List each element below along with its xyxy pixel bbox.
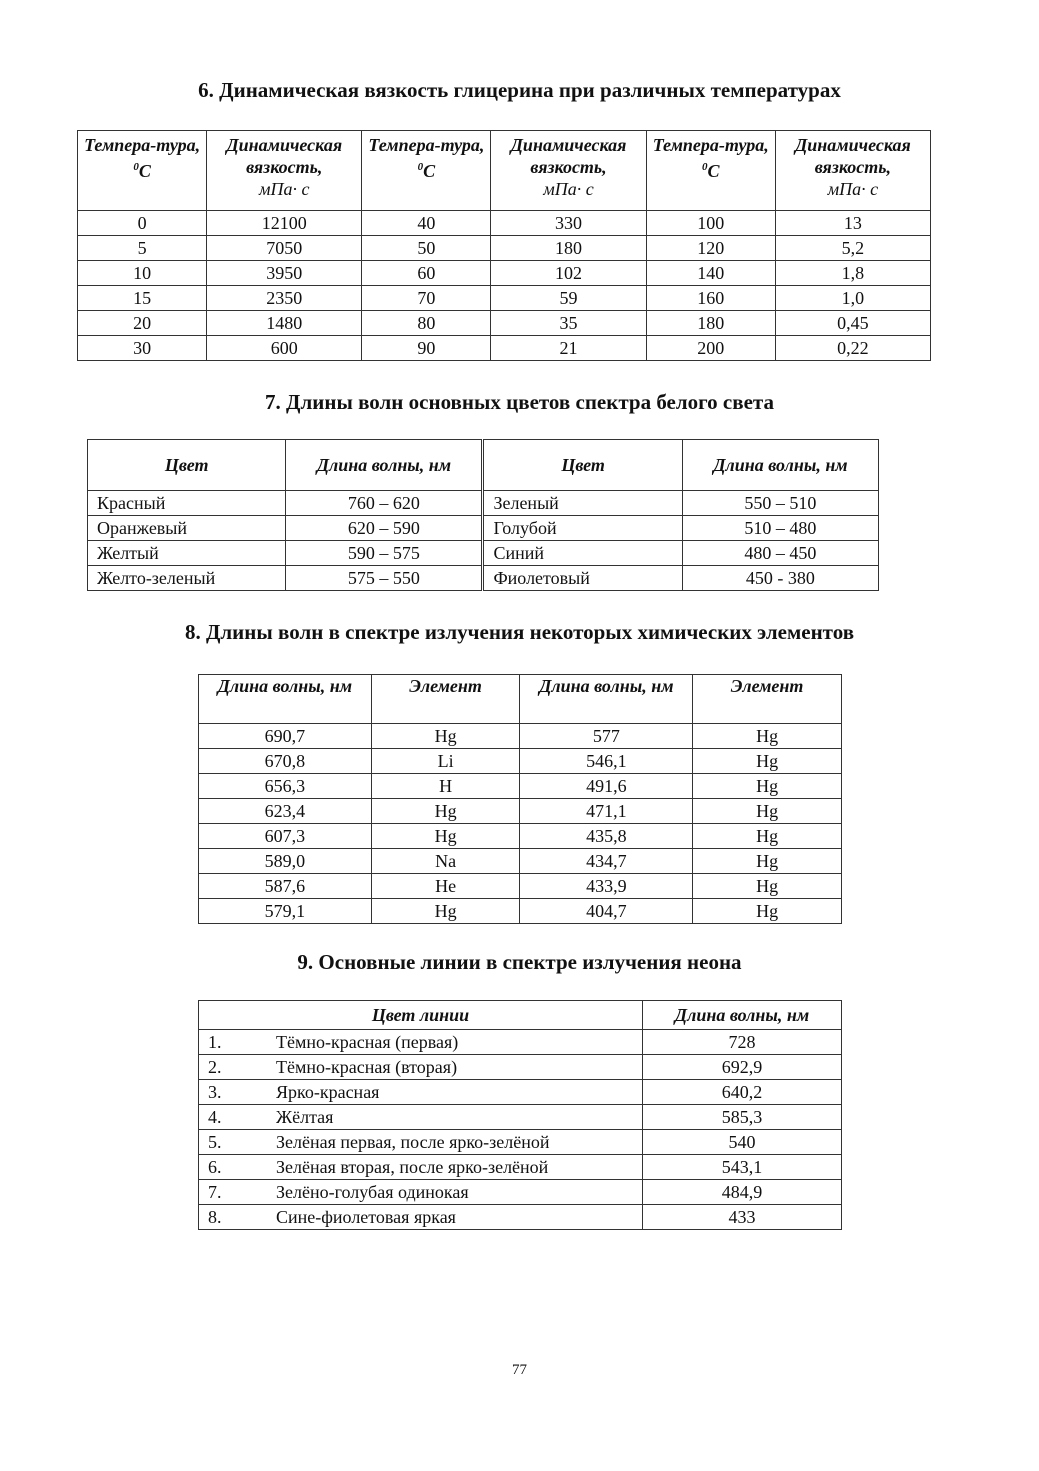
table-cell: 180: [491, 236, 646, 261]
table-row: [78, 261, 931, 286]
glycerin-viscosity-table: [77, 130, 931, 361]
section6-title: 6. Динамическая вязкость глицерина при различных температурах: [198, 78, 841, 102]
section8-title: 8. Длины волн в спектре излучения некоторых химических элементов: [184, 620, 855, 644]
table-cell: 579,1: [199, 899, 372, 924]
page-number: 77: [512, 1362, 527, 1378]
table-cell: Красный: [88, 491, 286, 516]
table-cell: Желто-зеленый: [88, 566, 286, 591]
table-cell: 3.: [199, 1080, 255, 1105]
table-row: [199, 1130, 842, 1155]
table-cell: Зелёная вторая, после ярко-зелёной: [254, 1155, 643, 1180]
table-cell: Na: [371, 849, 520, 874]
table-header-row: [199, 675, 842, 724]
table-row: [199, 749, 842, 774]
table-cell: 12100: [207, 211, 362, 236]
table-row: [199, 1055, 842, 1080]
table-cell: Синий: [483, 541, 682, 566]
table-cell: Hg: [371, 799, 520, 824]
table-row: [78, 211, 931, 236]
table-cell: 1,8: [775, 261, 930, 286]
table-row: [78, 336, 931, 361]
table-cell: 480 – 450: [682, 541, 878, 566]
table-row: [199, 799, 842, 824]
table-cell: 640,2: [643, 1080, 842, 1105]
header-temperature: Темпера-тура, $^0$С: [362, 131, 491, 211]
table-cell: 100: [646, 211, 775, 236]
table-cell: 670,8: [199, 749, 372, 774]
table-cell: 404,7: [520, 899, 693, 924]
table-cell: 433,9: [520, 874, 693, 899]
table-cell: 728: [643, 1030, 842, 1055]
table-cell: 30: [78, 336, 207, 361]
table-cell: Тёмно-красная (первая): [254, 1030, 643, 1055]
table-row: [199, 824, 842, 849]
table-cell: 7050: [207, 236, 362, 261]
table-cell: 491,6: [520, 774, 693, 799]
table-row: [199, 849, 842, 874]
table-cell: Hg: [693, 724, 842, 749]
table-cell: Hg: [693, 749, 842, 774]
table-row: [78, 311, 931, 336]
table-cell: 180: [646, 311, 775, 336]
table-cell: 40: [362, 211, 491, 236]
table-cell: Ярко-красная: [254, 1080, 643, 1105]
table-cell: H: [371, 774, 520, 799]
table-cell: 589,0: [199, 849, 372, 874]
table-cell: 20: [78, 311, 207, 336]
table-cell: Hg: [693, 774, 842, 799]
table-cell: 8.: [199, 1205, 255, 1230]
table-cell: Hg: [371, 824, 520, 849]
table-cell: Hg: [693, 824, 842, 849]
element-emission-table: [198, 674, 842, 924]
header-color: Цвет: [88, 440, 286, 491]
table-cell: 3950: [207, 261, 362, 286]
table-cell: 607,3: [199, 824, 372, 849]
table-cell: Hg: [371, 899, 520, 924]
table-cell: 90: [362, 336, 491, 361]
table-cell: Hg: [693, 849, 842, 874]
table-row: [199, 724, 842, 749]
table-row: [199, 874, 842, 899]
table-cell: Оранжевый: [88, 516, 286, 541]
table-cell: 330: [491, 211, 646, 236]
table-body: [78, 211, 931, 361]
table-cell: Hg: [693, 799, 842, 824]
table-cell: Hg: [693, 899, 842, 924]
table-row: [199, 774, 842, 799]
header-element: Элемент: [371, 675, 520, 724]
table-header-row: [88, 440, 879, 491]
table-cell: 102: [491, 261, 646, 286]
table-row: [199, 1105, 842, 1130]
table-cell: 35: [491, 311, 646, 336]
table-cell: 5.: [199, 1130, 255, 1155]
white-light-spectrum-table: [87, 439, 879, 591]
table-cell: 575 – 550: [286, 566, 483, 591]
table-row: [199, 1155, 842, 1180]
table-cell: 7.: [199, 1180, 255, 1205]
table-cell: 656,3: [199, 774, 372, 799]
table-cell: 760 – 620: [286, 491, 483, 516]
table-cell: Зелёная первая, после ярко-зелёной: [254, 1130, 643, 1155]
table-cell: 1,0: [775, 286, 930, 311]
table-cell: 2350: [207, 286, 362, 311]
table-cell: 2.: [199, 1055, 255, 1080]
table-cell: 620 – 590: [286, 516, 483, 541]
table-cell: 15: [78, 286, 207, 311]
header-wavelength: Длина волны, нм: [286, 440, 483, 491]
table-cell: 692,9: [643, 1055, 842, 1080]
table-body: [199, 724, 842, 924]
table-cell: 10: [78, 261, 207, 286]
table-cell: 120: [646, 236, 775, 261]
table-cell: 0,45: [775, 311, 930, 336]
table-header-row: [199, 1001, 842, 1030]
table-cell: 577: [520, 724, 693, 749]
table-cell: 70: [362, 286, 491, 311]
table-cell: 5: [78, 236, 207, 261]
header-temperature: Темпера-тура, $^0$С: [646, 131, 775, 211]
section7-title: 7. Длины волн основных цветов спектра белого света: [265, 390, 774, 414]
header-line-color: Цвет линии: [199, 1001, 643, 1030]
table-cell: 471,1: [520, 799, 693, 824]
table-cell: Сине-фиолетовая яркая: [254, 1205, 643, 1230]
header-viscosity: Динамическая вязкость, мПа· с: [207, 131, 362, 211]
table-cell: 543,1: [643, 1155, 842, 1180]
table-row: [199, 1180, 842, 1205]
table-header-row: [78, 131, 931, 211]
table-cell: Голубой: [483, 516, 682, 541]
table-cell: 585,3: [643, 1105, 842, 1130]
table-row: [88, 516, 879, 541]
table-cell: 200: [646, 336, 775, 361]
table-cell: 587,6: [199, 874, 372, 899]
table-cell: 600: [207, 336, 362, 361]
table-cell: 4.: [199, 1105, 255, 1130]
table-cell: 435,8: [520, 824, 693, 849]
table-cell: 50: [362, 236, 491, 261]
header-element: Элемент: [693, 675, 842, 724]
header-wavelength: Длина волны, нм: [682, 440, 878, 491]
table-row: [78, 236, 931, 261]
table-cell: 140: [646, 261, 775, 286]
table-cell: 550 – 510: [682, 491, 878, 516]
table-cell: 6.: [199, 1155, 255, 1180]
table-cell: Hg: [371, 724, 520, 749]
table-cell: Hg: [693, 874, 842, 899]
table-cell: Желтый: [88, 541, 286, 566]
table-cell: Зелёно-голубая одинокая: [254, 1180, 643, 1205]
table-row: [78, 286, 931, 311]
table-cell: 1.: [199, 1030, 255, 1055]
table-cell: 546,1: [520, 749, 693, 774]
table-cell: Тёмно-красная (вторая): [254, 1055, 643, 1080]
table-cell: 13: [775, 211, 930, 236]
table-cell: 1480: [207, 311, 362, 336]
header-viscosity: Динамическая вязкость, мПа· с: [491, 131, 646, 211]
header-color: Цвет: [483, 440, 682, 491]
table-row: [88, 566, 879, 591]
table-cell: Жёлтая: [254, 1105, 643, 1130]
table-cell: 450 - 380: [682, 566, 878, 591]
table-row: [199, 1030, 842, 1055]
table-cell: 433: [643, 1205, 842, 1230]
table-row: [88, 541, 879, 566]
table-body: [88, 491, 879, 591]
table-cell: 590 – 575: [286, 541, 483, 566]
table-cell: Зеленый: [483, 491, 682, 516]
table-row: [88, 491, 879, 516]
table-cell: 59: [491, 286, 646, 311]
table-row: [199, 1080, 842, 1105]
table-row: [199, 1205, 842, 1230]
table-cell: 434,7: [520, 849, 693, 874]
table-cell: 540: [643, 1130, 842, 1155]
table-cell: Li: [371, 749, 520, 774]
section9-title: 9. Основные линии в спектре излучения неона: [297, 950, 742, 974]
table-cell: 21: [491, 336, 646, 361]
header-wavelength: Длина волны, нм: [643, 1001, 842, 1030]
table-cell: 5,2: [775, 236, 930, 261]
header-viscosity: Динамическая вязкость, мПа· с: [775, 131, 930, 211]
table-cell: 623,4: [199, 799, 372, 824]
table-cell: 0,22: [775, 336, 930, 361]
header-temperature: Темпера-тура, $^0$С: [78, 131, 207, 211]
header-wavelength: Длина волны, нм: [199, 675, 372, 724]
table-cell: 510 – 480: [682, 516, 878, 541]
table-cell: Фиолетовый: [483, 566, 682, 591]
table-cell: 0: [78, 211, 207, 236]
table-cell: 690,7: [199, 724, 372, 749]
table-row: [199, 899, 842, 924]
table-cell: 484,9: [643, 1180, 842, 1205]
table-cell: He: [371, 874, 520, 899]
table-cell: 60: [362, 261, 491, 286]
table-cell: 80: [362, 311, 491, 336]
table-body: [199, 1030, 842, 1230]
neon-lines-table: [198, 1000, 842, 1230]
table-cell: 160: [646, 286, 775, 311]
header-wavelength: Длина волны, нм: [520, 675, 693, 724]
